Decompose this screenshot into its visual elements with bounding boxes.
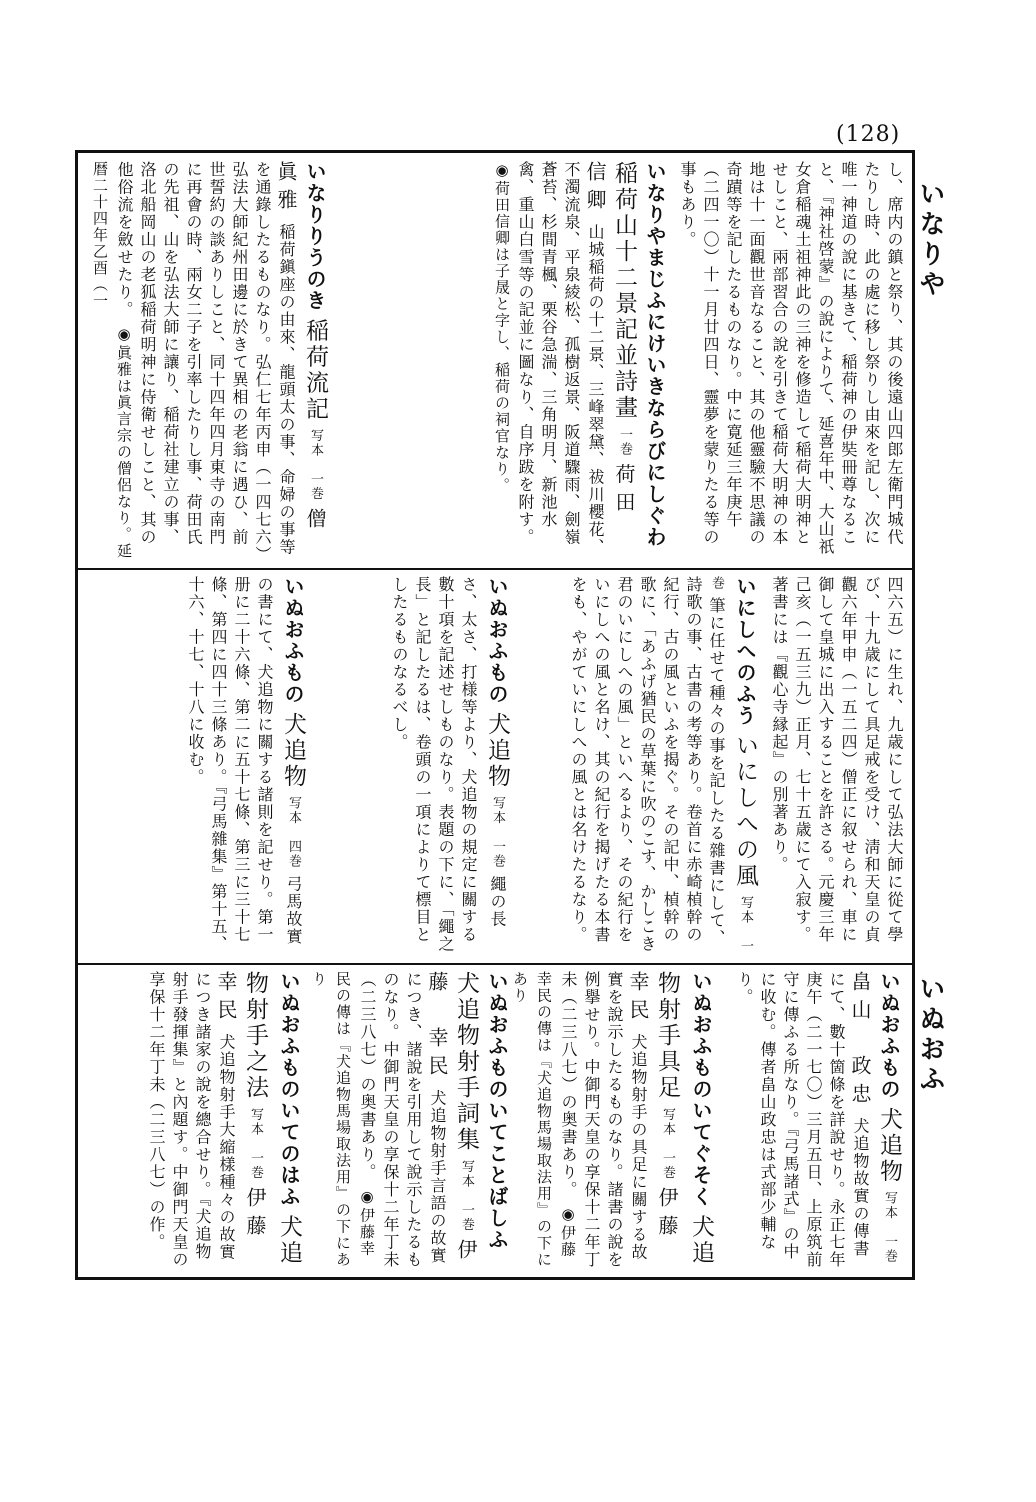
entry-note: ◉伊藤幸民の傳は『犬追物馬場取法用』の下にあり (310, 971, 376, 1268)
sec2-entry-1 (522, 576, 762, 956)
entry-reading: いぬおふものいてことばしふ (485, 971, 509, 1251)
entry-reading: いなりりうのき (303, 161, 327, 312)
entry-meta: 写本 一巻 (490, 796, 505, 869)
entry-meta: 写本 四巻 (286, 796, 301, 869)
entry-title: 稲荷山十二景記並詩畫 (611, 161, 637, 421)
sec2-continuation: 四六五）に生れ、九歳にして弘法大師に從て學び、十九歳にして具足戒を受け、淸和天皇の貞觀六年甲申（一五二四）僧正に叙せられ、車に御して皇城に出入することを許さる。元慶三年己亥（一五三九）正月、七十五歳にて入寂す。著書には『觀心寺縁起』の別著あり。 (770, 576, 904, 944)
sec3-entry-2 (511, 971, 718, 1271)
entry-body: 弓馬故實の書にて、犬追物に關する諸則を記せり。第一册に二十六條、第二に五十七條、第三に三十七條、第四に四十三條あり。『弓馬雜集』第十五、十六、十七、十八に收む。 (186, 576, 303, 953)
entry-author: 伊藤 幸民 (425, 971, 478, 1267)
section-divider-2 (78, 963, 912, 965)
entry-title: 犬追物 (280, 711, 306, 790)
sec1-entry-1 (338, 161, 668, 561)
sec2-entry-3 (80, 576, 310, 956)
entry-reading: いぬおふものいてぐそく (689, 971, 713, 1208)
entry-reading: いぬおふものいてのはふ (277, 971, 301, 1208)
section-divider-1 (78, 568, 912, 570)
entry-note: ◉伊藤幸民の傳は『犬追物馬場取法用』の下にあり (511, 971, 577, 1268)
entry-body: 山城稲荷の十二景、三峰翠黛、祓川櫻花、不濁流泉、平泉綾松、孤樹返景、阪道驟雨、劍嶺蒼苔、杉間青楓、栗谷急湍、三角明月、新池水禽、重山白雪等の記並に圖なり、自序跋を附す。 (516, 161, 605, 557)
sec3-entry-3 (310, 971, 510, 1271)
entry-title: 稲荷流記 (302, 318, 328, 423)
entry-reading: いなりやまじふにけいきならびにしぐわ (643, 161, 667, 548)
page-number: (128) (836, 122, 901, 147)
entry-title: 犬追物 (484, 711, 510, 790)
entry-author: 荷田 信卿 (583, 161, 636, 548)
entry-title: 犬追物射手之法 (242, 971, 302, 1267)
entry-body: 稲荷鎭座の由來、龍頭太の事、命婦の事等を通錄したるものなり。弘仁七年丙申（一四七六）弘法大師紀州田邊に於きて異相の老翁に遇ひ、前世誓約の談ありしこと、同十四年四月東寺の南門に再會の時、兩女二子を引率したりし事、荷田氏の先祖、山を弘法大師に讓り、稲荷社建立の事、洛北船岡山の老狐稲荷明神に侍衛せしこと、其の他俗流を斂せたり。 (115, 161, 296, 557)
sec2-entry-2 (318, 576, 514, 956)
sec1-continuation: し、席内の鎮と祭り、其の後遠山四郎左衛門城代たりし時、此の處に移し祭りし由來を記し、次に唯一神道の說に基きて、稲荷神の伊奘冊尊なること、『神社啓蒙』の說によりて、延喜年中、大山祇女倉稲魂土祖神此の三神を修造して稲荷大明神とせしこと、兩部習合の說を引きて稲荷大明神の本地は十一面觀世音なること、其の他靈驗不思議の奇蹟等を記したるものなり。中に寛延三年庚午（二四一〇）十一月廿四日、靈夢を蒙りたる等の事もあり。 (678, 161, 904, 556)
sec1-entry-2 (80, 161, 332, 564)
entry-reading: いぬおふもの (485, 576, 509, 705)
entry-body: 犬追物射手大縮樣種々の故實につき諸家の說を總合せり。『犬追物射手發揮集』と內題す。中御門天皇の享保十二年丁未（二三八七）の作。 (147, 971, 236, 1269)
sec3-entry-4 (80, 971, 306, 1271)
entry-author: 伊藤 幸民 (214, 971, 267, 1271)
entry-author: 伊藤 幸民 (626, 971, 679, 1271)
entry-reading: いぬおふもの (281, 576, 305, 705)
entry-note: ◉荷田信卿は子晟と字し、稲荷の祠官なり。 (493, 161, 511, 494)
entry-note: ◉眞雅は眞言宗の僧侶なり。延暦二十四年乙酉（一 (91, 161, 133, 560)
entry-meta: 写本 一巻 (459, 1159, 474, 1233)
entry-title: いにしへの風 (732, 733, 758, 890)
entry-meta: 写本 一巻 (248, 1107, 263, 1181)
entry-meta: 一巻 (617, 427, 632, 457)
header-inuofu: いぬおふ (915, 975, 945, 1095)
entry-title: 犬追物射手詞集 (453, 971, 479, 1153)
entry-meta: 写本 一巻 (660, 1107, 675, 1181)
entry-meta: 写本 一巻 (882, 1191, 897, 1264)
entry-reading: いぬおふもの (877, 971, 901, 1100)
entry-body: 犬追物故實の傳書にて、數十箇條を詳說せり。永正七年庚午（二一七〇）三月五日、上原筑前守に傳ふる所なり。『弓馬諸式』の中に收む。傳者畠山政忠は式部少輔なり。 (735, 971, 870, 1269)
entry-meta: 写本 一巻 (308, 428, 323, 502)
entry-author: 畠山 政忠 (848, 971, 872, 1111)
sec3-entry-1 (726, 971, 906, 1271)
entry-body: 筆に任せて種々の事を記したる雜書にして、詩歌の事、古書の考等あり。卷首に赤崎楨幹の紀行、古の風といふを揭ぐ。その記中、楨幹の歌に、「あふげ猶民の草葉に吹のこす、かしこき君のいにしへの風」といへるより、その紀行をいにしへの風と名け、其の紀行を揭げたる本書をも、やがていにしへの風とは名けたるなり。 (569, 576, 726, 953)
entry-body: 犬追物射手言語の故實につき、諸說を引用して說示したるものなり。中御門天皇の享保十二年丁未（二三八七）の奥書あり。 (358, 971, 447, 1269)
entry-body: 繩の長さ、太さ、打様等より、犬追物の規定に關する數十項を記述せしものなり。表題の下に、「繩之長」と記したるは、卷頭の一項によりて標目としたるものなるべし。 (390, 576, 507, 953)
entry-body: 犬追物射手の具足に關する故實を說示したるものなり。諸書の說を例擧せり。中御門天皇の享保十二年丁未（二三八七）の奥書あり。 (559, 971, 648, 1269)
entry-title: 犬追物射手具足 (654, 971, 714, 1267)
text-frame (75, 150, 915, 1280)
entry-title: 犬追物 (876, 1106, 902, 1185)
header-inariya: いなりや (915, 180, 945, 300)
entry-meta: 写本 一巻 (709, 576, 753, 954)
entry-author: 僧 眞雅 (274, 161, 327, 564)
entry-reading: いにしへのふう (733, 576, 757, 727)
